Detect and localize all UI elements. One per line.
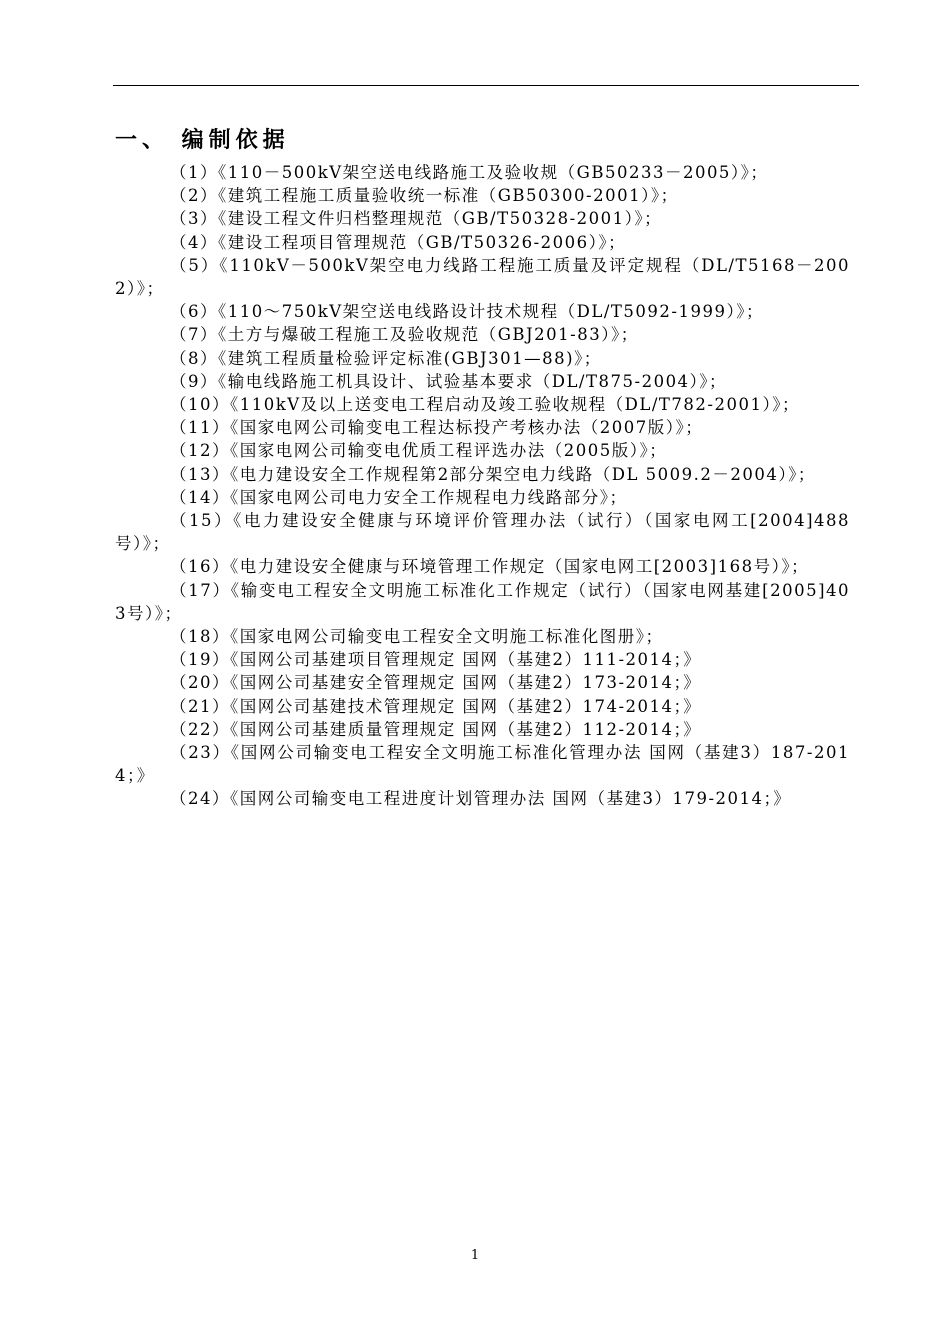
list-item: （2）《建筑工程施工质量验收统一标准（GB50300-2001）》； [170,186,679,206]
list-item: （3）《建设工程文件归档整理规范（GB/T50328-2001）》； [170,209,663,229]
section-heading: 一、 编制依据 [115,128,290,153]
list-item: （1）《110－500kV架空送电线路施工及验收规（GB50233－2005）》； [170,163,769,182]
list-item: （5）《110kV－500kV架空电力线路工程施工质量及评定规程（DL/T5168－2002）》； [115,255,850,299]
list-item: （17）《输变电工程安全文明施工标准化工作规定（试行）（国家电网基建[2005]403号）》； [115,580,850,623]
list-item: （8）《建筑工程质量检验评定标准(GBJ301—88)》； [170,348,602,368]
list-item: （14）《国家电网公司电力安全工作规程电力线路部分》； [170,487,628,507]
reference-list [115,161,850,811]
list-item: （9）《输电线路施工机具设计、试验基本要求（DL/T875-2004）》； [170,371,728,391]
list-item: （6）《110～750kV架空送电线路设计技术规程（DL/T5092-1999）》； [170,302,764,322]
list-item: （20）《国网公司基建安全管理规定 国网（基建2）173-2014；》 [170,673,702,693]
list-item: （19）《国网公司基建项目管理规定 国网（基建2）111-2014；》 [170,650,702,670]
list-item: （7）《土方与爆破工程施工及验收规范（GBJ201-83）》； [170,325,639,345]
list-item: （10）《110kV及以上送变电工程启动及竣工验收规程（DL/T782-2001）》； [170,395,800,415]
list-item: （18）《国家电网公司输变电工程安全文明施工标准化图册》； [170,627,664,647]
list-item: （13）《电力建设安全工作规程第2部分架空电力线路（DL 5009.2－2004）》； [170,464,816,484]
header-rule [113,85,859,86]
list-item: （12）《国家电网公司输变电优质工程评选办法（2005版）》； [170,441,668,461]
list-item: （4）《建设工程项目管理规范（GB/T50326-2006）》； [170,232,627,252]
list-item: （21）《国网公司基建技术管理规定 国网（基建2）174-2014；》 [170,696,702,716]
list-item: （11）《国家电网公司输变电工程达标投产考核办法（2007版）》； [170,418,704,438]
page-number: 1 [470,1248,480,1263]
list-item: （22）《国网公司基建质量管理规定 国网（基建2）112-2014；》 [170,719,702,739]
list-item: （16）《电力建设安全健康与环境管理工作规定（国家电网工[2003]168号）》； [170,557,810,577]
list-item: （23）《国网公司输变电工程安全文明施工标准化管理办法 国网（基建3）187-2014；》 [115,743,850,786]
list-item: （15）《电力建设安全健康与环境评价管理办法（试行）（国家电网工[2004]488号）》； [115,511,850,554]
list-item: （24）《国网公司输变电工程进度计划管理办法 国网（基建3）179-2014；》 [170,789,792,809]
